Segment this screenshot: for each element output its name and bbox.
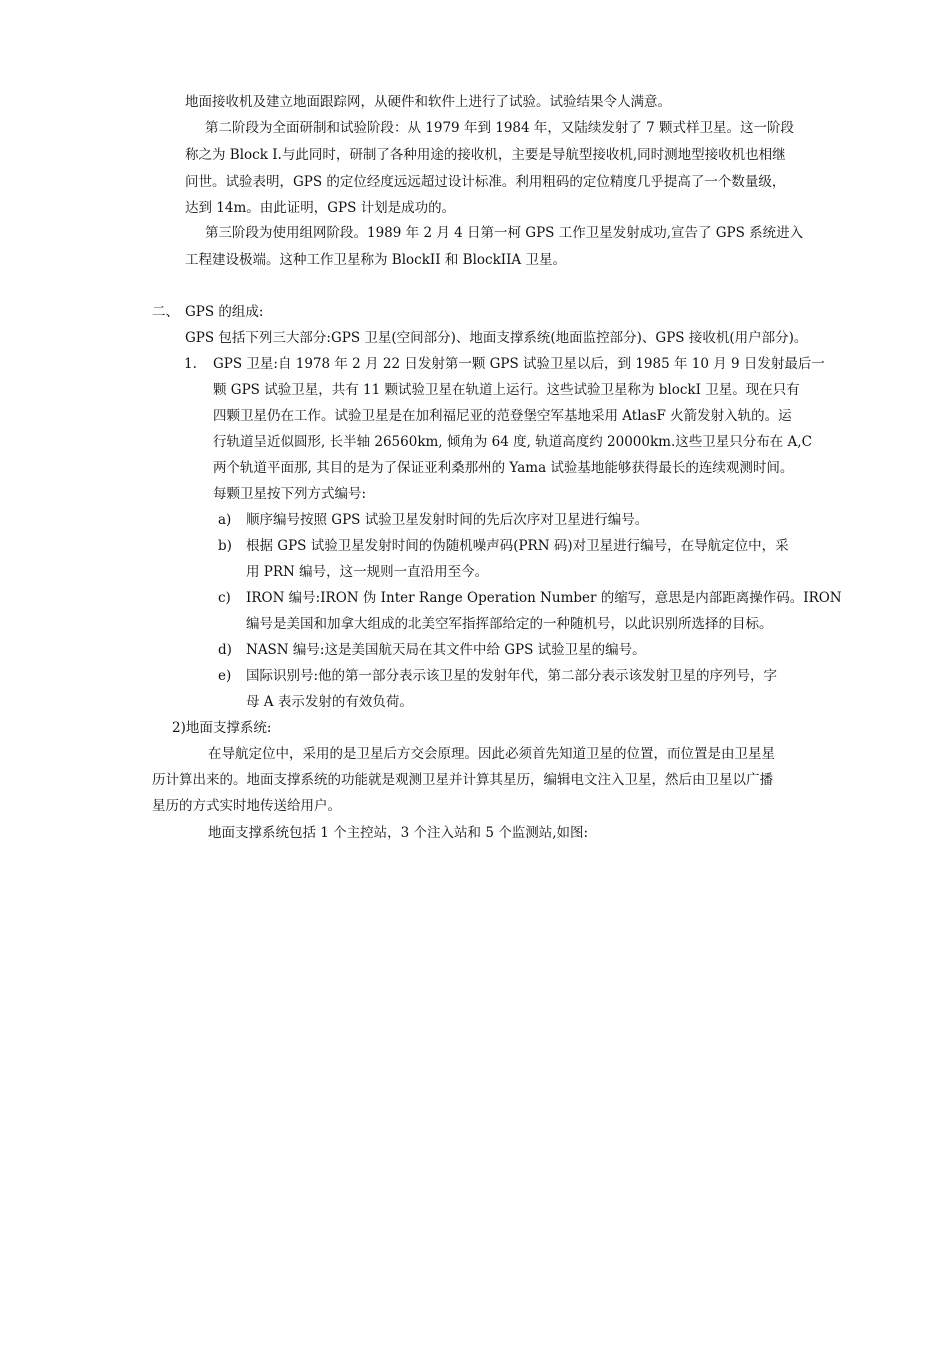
paragraph-line: 地面接收机及建立地面跟踪网，从硬件和软件上进行了试验。试验结果令人满意。 [185,94,671,110]
sub-item-line: 国际识别号:他的第一部分表示该卫星的发射年代，第二部分表示该发射卫星的序列号，字 [246,668,778,684]
list-item-line: GPS 卫星:自 1978 年 2 月 22 日发射第一颗 GPS 试验卫星以后，到 1985 年 10 月 9 日发射最后一 [213,356,825,372]
sub-item-line: 用 PRN 编号，这一规则一直沿用至今。 [246,564,489,580]
section-title: GPS 的组成: [185,304,264,320]
sub-item-line: NASN 编号:这是美国航天局在其文件中给 GPS 试验卫星的编号。 [246,642,646,658]
paragraph-line: 达到 14m。由此证明，GPS 计划是成功的。 [185,200,456,216]
paragraph-line: 问世。试验表明，GPS 的定位经度远远超过设计标准。利用粗码的定位精度几乎提高了一个数量级， [185,174,786,190]
paragraph-line: 第二阶段为全面研制和试验阶段：从 1979 年到 1984 年，又陆续发射了 7 颗式样卫星。这一阶段 [205,120,795,136]
paragraph-line: 星历的方式实时地传送给用户。 [152,798,341,814]
sub-item-marker: b) [218,538,232,554]
sub-item-marker: c) [218,590,231,606]
paragraph-line: 历计算出来的。地面支撑系统的功能就是观测卫星并计算其星历，编辑电文注入卫星，然后由卫星以广播 [152,772,773,788]
section-number: 二、 [152,304,179,320]
section-intro: GPS 包括下列三大部分:GPS 卫星(空间部分)、地面支撑系统(地面监控部分)、GPS 接收机(用户部分)。 [185,330,808,346]
sub-item-marker: a) [218,512,232,528]
paragraph-line: 地面支撑系统包括 1 个主控站，3 个注入站和 5 个监测站,如图: [208,825,589,841]
paragraph-line: 第三阶段为使用组网阶段。1989 年 2 月 4 日第一柯 GPS 工作卫星发射成功,宣告了 GPS 系统进入 [205,225,804,241]
paragraph-line: 工程建设极端。这种工作卫星称为 BlockII 和 BlockIIA 卫星。 [185,252,566,268]
list-item-line: 行轨道呈近似圆形, 长半轴 26560km, 倾角为 64 度, 轨道高度约 20000km.这些卫星只分布在 A,C [213,434,812,450]
sub-item-line: 母 A 表示发射的有效负荷。 [246,694,413,710]
list-item-line: 每颗卫星按下列方式编号: [213,486,367,502]
sub-item-line: 编号是美国和加拿大组成的北美空军指挥部给定的一种随机号，以此识别所选择的目标。 [246,616,773,632]
list-item-heading: 2)地面支撑系统: [172,720,272,736]
list-item-line: 颗 GPS 试验卫星，共有 11 颗试验卫星在轨道上运行。这些试验卫星称为 blockI 卫星。现在只有 [213,382,800,398]
list-item-line: 四颗卫星仍在工作。试验卫星是在加利福尼亚的范登堡空军基地采用 AtlasF 火箭发射入轨的。运 [213,408,792,424]
sub-item-line: IRON 编号:IRON 伪 Inter Range Operation Number 的缩写，意思是内部距离操作码。IRON [246,590,842,606]
paragraph-line: 在导航定位中，采用的是卫星后方交会原理。因此必须首先知道卫星的位置，而位置是由卫星星 [208,746,775,762]
sub-item-marker: d) [218,642,232,658]
list-item-marker: 1. [184,356,197,372]
list-item-line: 两个轨道平面那, 其目的是为了保证亚利桑那州的 Yama 试验基地能够获得最长的连续观测时间。 [213,460,794,476]
sub-item-marker: e) [218,668,232,684]
sub-item-line: 顺序编号按照 GPS 试验卫星发射时间的先后次序对卫星进行编号。 [246,512,649,528]
paragraph-line: 称之为 Block I.与此同时，研制了各种用途的接收机，主要是导航型接收机,同时测地型接收机也相继 [185,147,786,163]
sub-item-line: 根据 GPS 试验卫星发射时间的伪随机噪声码(PRN 码)对卫星进行编号，在导航定位中，采 [246,538,789,554]
